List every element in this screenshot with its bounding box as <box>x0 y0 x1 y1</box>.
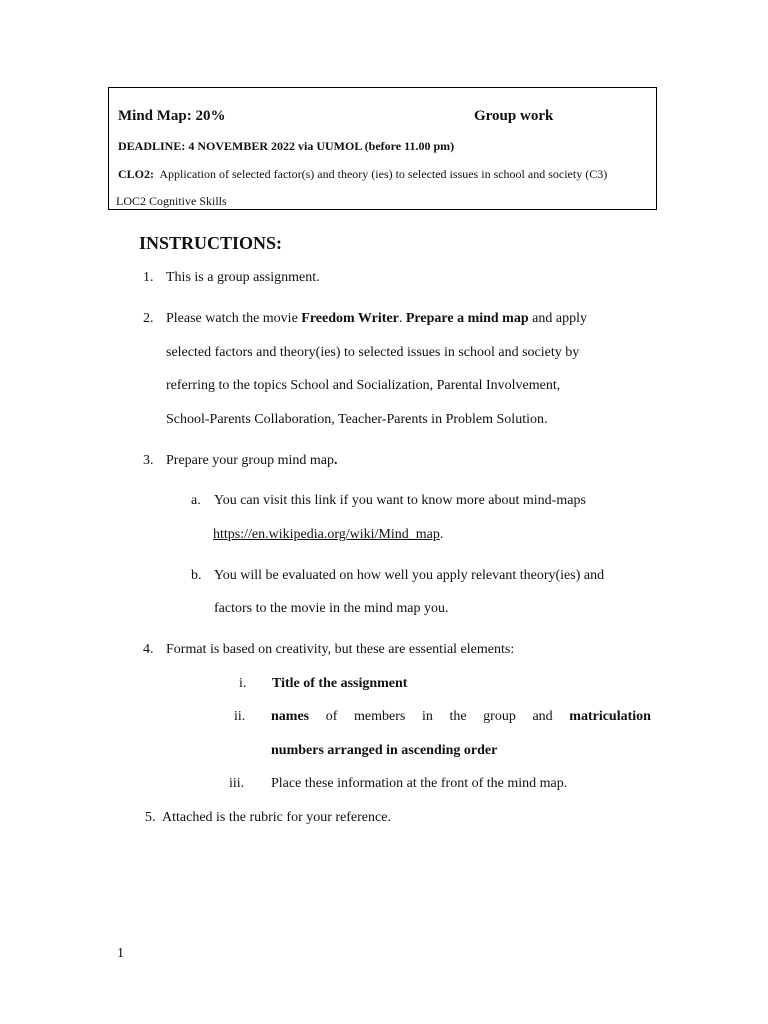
item-3b-line-2: factors to the movie in the mind map you. <box>214 601 449 616</box>
clo-label: CLO2: <box>118 167 154 181</box>
word-in: in <box>421 709 433 724</box>
item-3a-text: You can visit this link if you want to know more about mind-maps <box>214 493 586 508</box>
link-period: . <box>439 527 444 542</box>
loc-line: LOC2 Cognitive Skills <box>116 194 227 208</box>
item-4i-numeral: i. <box>239 676 247 691</box>
item-5-text: Attached is the rubric for your reference. <box>162 810 391 825</box>
prepare-mind-map: Prepare a mind map <box>405 311 529 326</box>
item-2-line-4: School-Parents Collaboration, Teacher-Parents in Problem Solution. <box>166 412 548 427</box>
item-3b-line-1: You will be evaluated on how well you apply relevant theory(ies) and <box>214 568 605 583</box>
item-4ii-line-2: numbers arranged in ascending order <box>271 743 498 758</box>
item-4iii-numeral: iii. <box>229 776 245 791</box>
item-3a-link-line <box>213 527 443 543</box>
item-3-text <box>166 453 337 469</box>
word-members: members <box>354 709 406 724</box>
item-2-number: 2. <box>143 311 154 326</box>
instructions-heading: INSTRUCTIONS: <box>139 233 283 253</box>
item-2-line-1 <box>166 311 587 327</box>
page-number: 1 <box>117 946 124 961</box>
item-3-main: Prepare your group mind map <box>166 453 334 468</box>
word-and: and <box>532 709 553 724</box>
group-work-label: Group work <box>474 108 554 124</box>
item-2-line-3: referring to the topics School and Socialization, Parental Involvement, <box>166 378 561 393</box>
item-4i-text: Title of the assignment <box>272 676 408 691</box>
matriculation-word: matriculation <box>569 709 651 724</box>
clo-line <box>118 167 607 182</box>
word-the: the <box>449 709 467 724</box>
movie-title: Freedom Writer <box>301 311 399 326</box>
item-1-text: This is a group assignment. <box>166 270 320 285</box>
deadline: DEADLINE: 4 NOVEMBER 2022 via UUMOL (before 11.00 pm) <box>118 139 455 153</box>
item-4-text: Format is based on creativity, but these are essential elements: <box>166 642 515 657</box>
item-3a-letter: a. <box>191 493 201 508</box>
item-2-post: and apply <box>528 311 587 326</box>
item-4-number: 4. <box>143 642 154 657</box>
clo-text: Application of selected factor(s) and theory (ies) to selected issues in school and society (C3) <box>159 167 608 181</box>
names-word: names <box>271 709 310 724</box>
word-group: group <box>483 709 516 724</box>
item-4iii-text: Place these information at the front of the mind map. <box>271 776 568 791</box>
assignment-weight: Mind Map: 20% <box>118 108 226 124</box>
item-5-number: 5. <box>145 810 156 825</box>
item-1-number: 1. <box>143 270 154 285</box>
item-3-number: 3. <box>143 453 154 468</box>
wikipedia-link[interactable]: https://en.wikipedia.org/wiki/Mind_map <box>213 527 440 542</box>
item-4ii-line-1 <box>271 709 651 725</box>
item-2-mid: . <box>398 311 406 326</box>
header-box <box>108 87 657 210</box>
item-3b-letter: b. <box>191 568 202 583</box>
item-3-dot: . <box>333 453 338 468</box>
word-of: of <box>325 709 338 724</box>
item-2-line-2: selected factors and theory(ies) to selected issues in school and society by <box>166 345 580 360</box>
item-4ii-numeral: ii. <box>234 709 246 724</box>
item-2-pre: Please watch the movie <box>166 311 302 326</box>
